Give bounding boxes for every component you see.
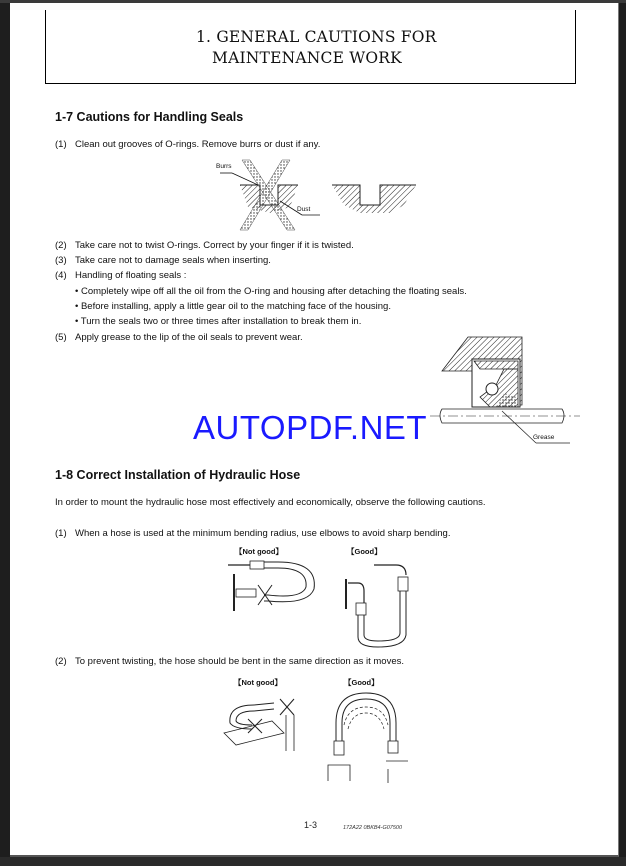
burrs-label: Burrs — [216, 163, 232, 170]
document-code: 172A22 0BKB4-G07500 — [343, 825, 403, 831]
grease-label: Grease — [533, 434, 555, 441]
item-number: (4) — [55, 270, 67, 281]
document-page — [10, 3, 619, 857]
groove-dirty-figure — [220, 155, 320, 235]
hose-twist-good-figure — [328, 689, 408, 784]
item-text: Clean out grooves of O-rings. Remove burrs or dust if any. — [75, 139, 321, 150]
oil-seal-figure — [430, 333, 580, 451]
item-text: Apply grease to the lip of the oil seals to prevent wear. — [75, 332, 303, 343]
chapter-title-line1: 1. GENERAL CAUTIONS FOR — [196, 28, 437, 46]
bullet-text: • Before installing, apply a little gear oil to the matching face of the housing. — [75, 301, 391, 312]
chapter-title-box — [45, 10, 576, 84]
page-number: 1-3 — [304, 820, 318, 830]
item-text: Take care not to damage seals when inserting. — [75, 255, 271, 266]
viewer-bottom-bar — [0, 857, 626, 866]
dust-label: Dust — [297, 206, 311, 213]
item-number: (5) — [55, 332, 67, 343]
section-intro: In order to mount the hydraulic hose most effectively and economically, observe the following cautions. — [55, 497, 486, 508]
groove-clean-figure — [330, 181, 420, 221]
bullet-text: • Completely wipe off all the oil from the O-ring and housing after detaching the floating seals. — [75, 286, 467, 297]
item-number: (2) — [55, 240, 67, 251]
item-text: Handling of floating seals : — [75, 270, 187, 281]
good-label: 【Good】 — [347, 547, 382, 556]
hose-bend-not-good-figure — [228, 559, 318, 614]
item-number: (1) — [55, 139, 67, 150]
watermark-text: AUTOPDF.NET — [193, 409, 428, 446]
section-1-8-heading: 1-8 Correct Installation of Hydraulic Hose — [55, 468, 301, 482]
item-number: (2) — [55, 656, 67, 667]
item-text: When a hose is used at the minimum bending radius, use elbows to avoid sharp bending. — [75, 528, 451, 539]
item-text: To prevent twisting, the hose should be bent in the same direction as it moves. — [75, 656, 404, 667]
not-good-label: 【Not good】 — [235, 547, 283, 556]
item-number: (3) — [55, 255, 67, 266]
hose-twist-not-good-figure — [224, 693, 304, 753]
chapter-title-line2: MAINTENANCE WORK — [212, 49, 402, 67]
not-good-label: 【Not good】 — [234, 678, 282, 687]
section-1-7-heading: 1-7 Cautions for Handling Seals — [55, 110, 244, 124]
item-text: Take care not to twist O-rings. Correct by your finger if it is twisted. — [75, 240, 354, 251]
hose-bend-good-figure — [344, 559, 424, 649]
item-number: (1) — [55, 528, 67, 539]
good-label: 【Good】 — [344, 678, 379, 687]
bullet-text: • Turn the seals two or three times after installation to break them in. — [75, 316, 362, 327]
